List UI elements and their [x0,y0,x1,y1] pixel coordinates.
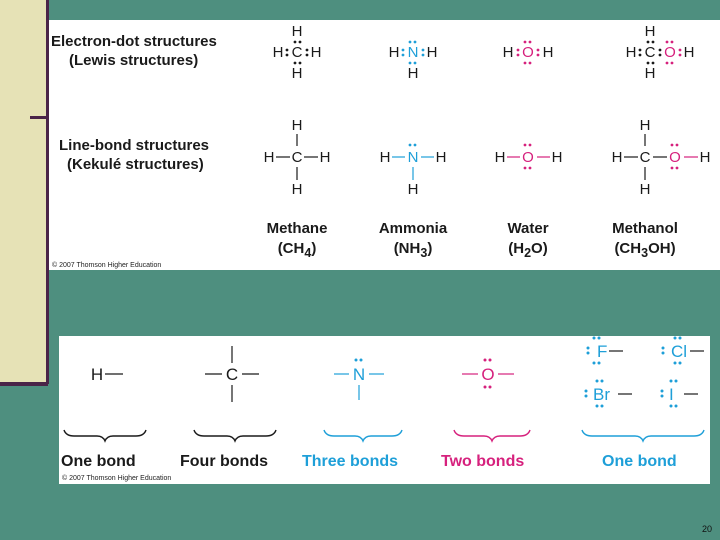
molecule-formula: $(CH_3OH)$ [614,240,676,260]
divider [0,382,48,386]
atom-h: H [426,44,438,61]
atom-h: H [407,65,419,82]
atom-c: C [644,44,656,61]
atom-h: H [291,23,303,40]
atom-h: H [644,23,656,40]
atom-o: O [664,44,676,61]
water-kekule [495,144,563,170]
oxygen-bond-pattern [462,359,514,389]
atom-h: H [502,44,514,61]
brace [194,430,276,441]
molecule-name: Ammonia [378,220,448,237]
atom-h: H [625,44,637,61]
atom-h: H [611,149,623,166]
hydrogen-bond-pattern [91,365,123,384]
halogen-bond-patterns [585,337,705,408]
atom-h: H [639,181,651,198]
atom-cl: Cl [671,342,688,361]
page-number: 20 [701,524,712,534]
atom-n: N [407,44,419,61]
nitrogen-bond-pattern [334,359,384,401]
brace [582,430,704,441]
sidebar-decoration [0,0,49,384]
atom-o: O [669,149,681,166]
kekule-label: (Kekulé structures) [67,156,204,173]
bond-category-label: One bond [602,453,677,470]
atom-h: H [379,149,391,166]
methanol-lewis [626,23,695,82]
bond-category-label: Two bonds [441,453,525,470]
brace [64,430,146,441]
molecule-name: Methanol [612,220,678,237]
atom-h: H [407,181,419,198]
ammonia-lewis [389,41,438,82]
copyright-note: © 2007 Thomson Higher Education [52,262,162,269]
atom-c: C [291,149,303,166]
atom-h: H [494,149,506,166]
atom-o: O [522,149,534,166]
atom-h: H [683,44,695,61]
atom-f: F [597,342,608,361]
atom-h: H [291,117,303,134]
bond-category-label: Four bonds [180,453,268,470]
atom-h: H [699,149,711,166]
atom-h: H [388,44,400,61]
atom-h: H [291,181,303,198]
bonding-figure [59,336,710,484]
atom-i: I [669,385,674,404]
atom-o: O [481,365,495,384]
atom-h: H [644,65,656,82]
bond-category-label: Three bonds [302,453,399,470]
line-bond-label: Line-bond structures [59,137,210,154]
molecule-name: Methane [266,220,328,237]
molecule-formula: $(CH_4)$ [277,240,317,260]
atom-h: H [542,44,554,61]
atom-c: C [291,44,303,61]
methane-kekule [264,117,331,198]
atom-h: H [291,65,303,82]
atom-c: C [639,149,651,166]
brace [324,430,402,441]
bond-category-label: One bond [61,453,136,470]
atom-n: N [407,149,419,166]
molecule-formula: $(H_2O)$ [508,240,548,260]
carbon-bond-pattern [205,346,259,402]
electron-dot-label: Electron-dot structures [51,33,217,50]
methane-lewis [273,23,322,82]
atom-br: Br [593,385,610,404]
atom-h: H [639,117,651,134]
atom-h: H [90,365,104,384]
atom-h: H [272,44,284,61]
atom-c: C [225,365,239,384]
lewis-label: (Lewis structures) [69,52,199,69]
molecule-name: Water [507,220,549,237]
ammonia-kekule [380,144,447,198]
atom-n: N [352,365,366,384]
water-lewis [503,41,554,65]
atom-h: H [435,149,447,166]
atom-h: H [263,149,275,166]
atom-o: O [522,44,534,61]
atom-h: H [319,149,331,166]
atom-h: H [310,44,322,61]
atom-h: H [551,149,563,166]
methanol-kekule [612,117,711,198]
structures-figure [49,20,720,270]
brace [454,430,530,441]
copyright-note: © 2007 Thomson Higher Education [62,475,172,482]
molecule-formula: $(NH_3)$ [393,240,433,260]
